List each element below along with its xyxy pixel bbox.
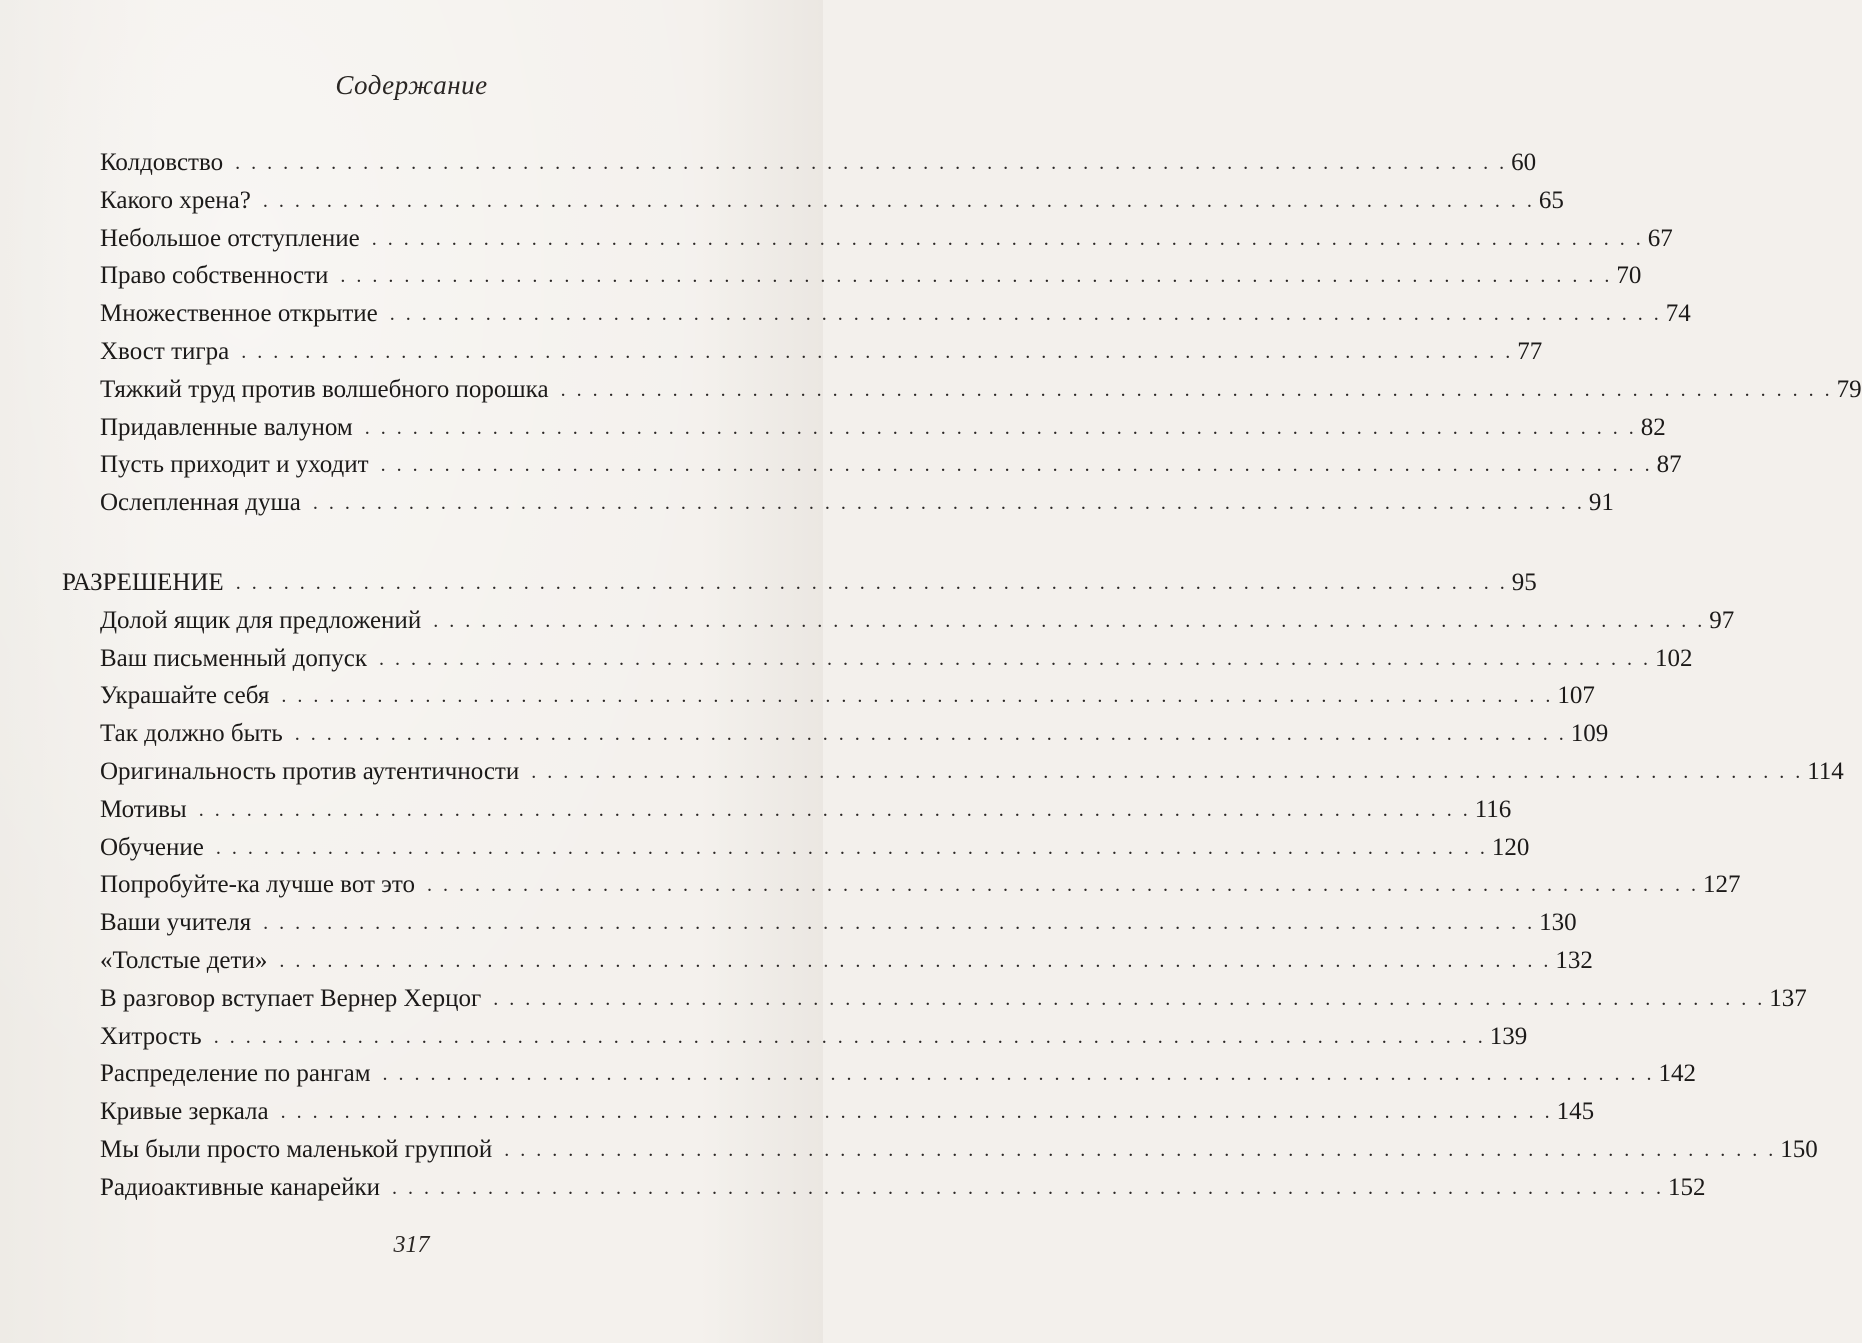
dot-leader: . . . . . . . . . . . . . . . . . . . . . . . . . . . . . . . . . . . . . . . . . . . . . . . . . . . . . . . . . . . . . . . . . . . . . . . . . . . . . . . . — [380, 454, 1653, 477]
dot-leader: . . . . . . . . . . . . . . . . . . . . . . . . . . . . . . . . . . . . . . . . . . . . . . . . . . . . . . . . . . . . . . . . . . . . . . . . . . . . . . . . — [215, 836, 1488, 859]
toc-entry — [100, 636, 1693, 674]
toc-entry — [100, 900, 1577, 938]
toc-entry-title: В разговор вступает Вернер Херцог — [100, 984, 482, 1012]
toc-entry — [100, 1127, 1818, 1165]
dot-leader: . . . . . . . . . . . . . . . . . . . . . . . . . . . . . . . . . . . . . . . . . . . . . . . . . . . . . . . . . . . . . . . . . . . . . . . . . . . . . . . . — [389, 303, 1662, 326]
toc-entry — [100, 825, 1530, 863]
dot-leader: . . . . . . . . . . . . . . . . . . . . . . . . . . . . . . . . . . . . . . . . . . . . . . . . . . . . . . . . . . . . . . . . . . . . . . . . . . . . . . . . — [493, 987, 1766, 1010]
dot-leader: . . . . . . . . . . . . . . . . . . . . . . . . . . . . . . . . . . . . . . . . . . . . . . . . . . . . . . . . . . . . . . . . . . . . . . . . . . . . . . . . — [241, 341, 1514, 363]
toc-entry-page: 102 — [1654, 644, 1693, 672]
toc-entry — [100, 442, 1682, 480]
toc-entry-page: 77 — [1517, 338, 1543, 365]
dot-leader: . . . . . . . . . . . . . . . . . . . . . . . . . . . . . . . . . . . . . . . . . . . . . . . . . . . . . . . . . . . . . . . . . . . . . . . . . . . . . . . . — [427, 874, 1699, 897]
dot-leader: . . . . . . . . . . . . . . . . . . . . . . . . . . . . . . . . . . . . . . . . . . . . . . . . . . . . . . . . . . . . . . . . . . . . . . . . . . . . . . . . — [198, 798, 1471, 821]
toc-entry-page: 109 — [1570, 720, 1609, 748]
dot-leader: . . . . . . . . . . . . . . . . . . . . . . . . . . . . . . . . . . . . . . . . . . . . . . . . . . . . . . . . . . . . . . . . . . . . . . . . . . . . . . . . — [504, 1139, 1777, 1161]
toc-entry-page: 152 — [1667, 1173, 1706, 1201]
dot-leader: . . . . . . . . . . . . . . . . . . . . . . . . . . . . . . . . . . . . . . . . . . . . . . . . . . . . . . . . . . . . . . . . . . . . . . . . . . . . . . . . — [340, 265, 1613, 288]
dot-leader: . . . . . . . . . . . . . . . . . . . . . . . . . . . . . . . . . . . . . . . . . . . . . . . . . . . . . . . . . . . . . . . . . . . . . . . . . . . . . . . . — [279, 950, 1552, 972]
toc-entry — [100, 673, 1595, 711]
toc-entry — [100, 480, 1614, 518]
toc-entry-page: 79 — [1836, 375, 1862, 403]
toc-entry — [100, 216, 1673, 254]
toc-entry — [100, 253, 1642, 291]
dot-leader: . . . . . . . . . . . . . . . . . . . . . . . . . . . . . . . . . . . . . . . . . . . . . . . . . . . . . . . . . . . . . . . . . . . . . . . . . . . . . . . . — [213, 1025, 1486, 1048]
toc-entry-title: Тяжкий труд против волшебного порошка — [100, 375, 549, 403]
toc-entry — [100, 140, 1537, 178]
toc-entry-title: Ваш письменный допуск — [100, 644, 367, 672]
toc-entry-title: Право собственности — [100, 262, 329, 290]
toc-entry-page: 65 — [1538, 186, 1564, 214]
toc-entry-title: Долой ящик для предложений — [100, 606, 422, 634]
toc-entry-page: 97 — [1709, 606, 1735, 634]
toc-entry-page: 114 — [1807, 758, 1844, 785]
dot-leader: . . . . . . . . . . . . . . . . . . . . . . . . . . . . . . . . . . . . . . . . . . . . . . . . . . . . . . . . . . . . . . . . . . . . . . . . . . . . . . . . — [280, 1101, 1553, 1124]
toc-entry-title: Мы были просто маленькой группой — [100, 1136, 493, 1163]
toc-entry-page: 120 — [1491, 833, 1530, 861]
dot-leader: . . . . . . . . . . . . . . . . . . . . . . . . . . . . . . . . . . . . . . . . . . . . . . . . . . . . . . . . . . . . . . . . . . . . . . . . . . . . . . . . — [235, 572, 1508, 594]
toc-entry-title: Хвост тигра — [100, 338, 230, 365]
dot-leader: . . . . . . . . . . . . . . . . . . . . . . . . . . . . . . . . . . . . . . . . . . . . . . . . . . . . . . . . . . . . . . . . . . . . . . . . . . . . . . . . — [281, 685, 1554, 708]
toc-entry-page: 87 — [1656, 451, 1682, 479]
toc-entry — [100, 598, 1735, 636]
toc-entry-page: 142 — [1658, 1060, 1697, 1088]
toc-entry-title: Кривые зеркала — [100, 1098, 269, 1126]
dot-leader: . . . . . . . . . . . . . . . . . . . . . . . . . . . . . . . . . . . . . . . . . . . . . . . . . . . . . . . . . . . . . . . . . . . . . . . . . . . . . . . . — [378, 647, 1651, 670]
toc-entry-page: 60 — [1511, 149, 1537, 176]
toc-entry-title: Оригинальность против аутентичности — [100, 758, 520, 785]
toc-entry-page: 70 — [1616, 262, 1642, 290]
toc-entry-page: 116 — [1474, 795, 1512, 823]
dot-leader: . . . . . . . . . . . . . . . . . . . . . . . . . . . . . . . . . . . . . . . . . . . . . . . . . . . . . . . . . . . . . . . . . . . . . . . . . . . . . . . . — [364, 416, 1637, 439]
toc-part-heading — [62, 560, 1537, 598]
page-number: 317 — [393, 1232, 430, 1258]
toc-entry-title: Ваши учителя — [100, 909, 252, 937]
dot-leader: . . . . . . . . . . . . . . . . . . . . . . . . . . . . . . . . . . . . . . . . . . . . . . . . . . . . . . . . . . . . . . . . . . . . . . . . . . . . . . . . — [235, 152, 1508, 174]
toc-entry — [100, 367, 1862, 405]
toc-entry-page: 145 — [1556, 1098, 1595, 1126]
toc-entry — [100, 329, 1543, 367]
dot-leader: . . . . . . . . . . . . . . . . . . . . . . . . . . . . . . . . . . . . . . . . . . . . . . . . . . . . . . . . . . . . . . . . . . . . . . . . . . . . . . . . — [382, 1063, 1655, 1086]
toc-entry-page: 67 — [1647, 224, 1673, 252]
dot-leader: . . . . . . . . . . . . . . . . . . . . . . . . . . . . . . . . . . . . . . . . . . . . . . . . . . . . . . . . . . . . . . . . . . . . . . . . . . . . . . . . — [312, 492, 1585, 515]
toc-entry-page: 107 — [1557, 682, 1595, 710]
toc-entry-title: Небольшое отступление — [100, 224, 360, 252]
toc-entry-title: Распределение по рангам — [100, 1060, 371, 1088]
toc-entry-page: 82 — [1640, 413, 1666, 441]
toc-entry — [100, 749, 1844, 787]
toc-entry-title: Ослепленная душа — [100, 489, 301, 517]
toc-entry — [100, 938, 1593, 976]
toc-entry-title: Пусть приходит и уходит — [100, 451, 369, 479]
toc-entry-page: 137 — [1769, 984, 1807, 1012]
dot-leader: . . . . . . . . . . . . . . . . . . . . . . . . . . . . . . . . . . . . . . . . . . . . . . . . . . . . . . . . . . . . . . . . . . . . . . . . . . . . . . . . — [433, 609, 1706, 632]
toc-entry-title: РАЗРЕШЕНИЕ — [62, 569, 224, 596]
toc-entry — [100, 1165, 1706, 1203]
toc-entry — [100, 1051, 1697, 1089]
toc-entry — [100, 1089, 1595, 1127]
dot-leader: . . . . . . . . . . . . . . . . . . . . . . . . . . . . . . . . . . . . . . . . . . . . . . . . . . . . . . . . . . . . . . . . . . . . . . . . . . . . . . . . — [371, 227, 1644, 250]
toc-entry-title: «Толстые дети» — [100, 947, 268, 974]
toc-entry — [100, 787, 1512, 825]
toc-entry-page: 139 — [1489, 1022, 1528, 1050]
page-heading: Содержание — [335, 70, 488, 100]
toc-entry-title: Какого хрена? — [100, 186, 251, 214]
toc-entry-title: Радиоактивные канарейки — [100, 1173, 380, 1201]
toc-entry-page: 130 — [1539, 909, 1577, 937]
toc-entry — [100, 711, 1609, 749]
toc-entry-title: Мотивы — [100, 795, 187, 823]
toc-entry — [100, 405, 1666, 443]
dot-leader: . . . . . . . . . . . . . . . . . . . . . . . . . . . . . . . . . . . . . . . . . . . . . . . . . . . . . . . . . . . . . . . . . . . . . . . . . . . . . . . . — [263, 912, 1536, 935]
toc-entry-title: Обучение — [100, 833, 204, 861]
toc-entry-title: Придавленные валуном — [100, 413, 353, 441]
toc-entry-title: Колдовство — [100, 149, 224, 176]
toc-entry-title: Украшайте себя — [100, 682, 270, 710]
toc-entry-page: 74 — [1665, 300, 1691, 328]
toc-entry-title: Попробуйте-ка лучше вот это — [100, 871, 415, 899]
toc-entry-title: Множественное открытие — [100, 300, 378, 328]
dot-leader: . . . . . . . . . . . . . . . . . . . . . . . . . . . . . . . . . . . . . . . . . . . . . . . . . . . . . . . . . . . . . . . . . . . . . . . . . . . . . . . . — [391, 1176, 1664, 1199]
dot-leader: . . . . . . . . . . . . . . . . . . . . . . . . . . . . . . . . . . . . . . . . . . . . . . . . . . . . . . . . . . . . . . . . . . . . . . . . . . . . . . . . — [262, 189, 1535, 212]
toc-entry — [100, 1014, 1528, 1052]
toc-entry — [100, 976, 1807, 1014]
toc-entry-page: 95 — [1511, 569, 1537, 596]
toc-entry-page: 150 — [1780, 1136, 1818, 1163]
toc-entry-title: Хитрость — [100, 1022, 202, 1050]
toc-entry-page: 91 — [1588, 489, 1614, 517]
toc-entry — [100, 178, 1564, 216]
dot-leader: . . . . . . . . . . . . . . . . . . . . . . . . . . . . . . . . . . . . . . . . . . . . . . . . . . . . . . . . . . . . . . . . . . . . . . . . . . . . . . . . — [294, 723, 1567, 746]
dot-leader: . . . . . . . . . . . . . . . . . . . . . . . . . . . . . . . . . . . . . . . . . . . . . . . . . . . . . . . . . . . . . . . . . . . . . . . . . . . . . . . . — [560, 378, 1833, 401]
toc-entry-page: 132 — [1555, 947, 1593, 974]
toc-entry-title: Так должно быть — [100, 720, 283, 748]
toc-entry-page: 127 — [1703, 871, 1741, 899]
toc-entry — [100, 291, 1691, 329]
dot-leader: . . . . . . . . . . . . . . . . . . . . . . . . . . . . . . . . . . . . . . . . . . . . . . . . . . . . . . . . . . . . . . . . . . . . . . . . . . . . . . . . — [531, 761, 1804, 783]
toc-entry — [100, 862, 1741, 900]
